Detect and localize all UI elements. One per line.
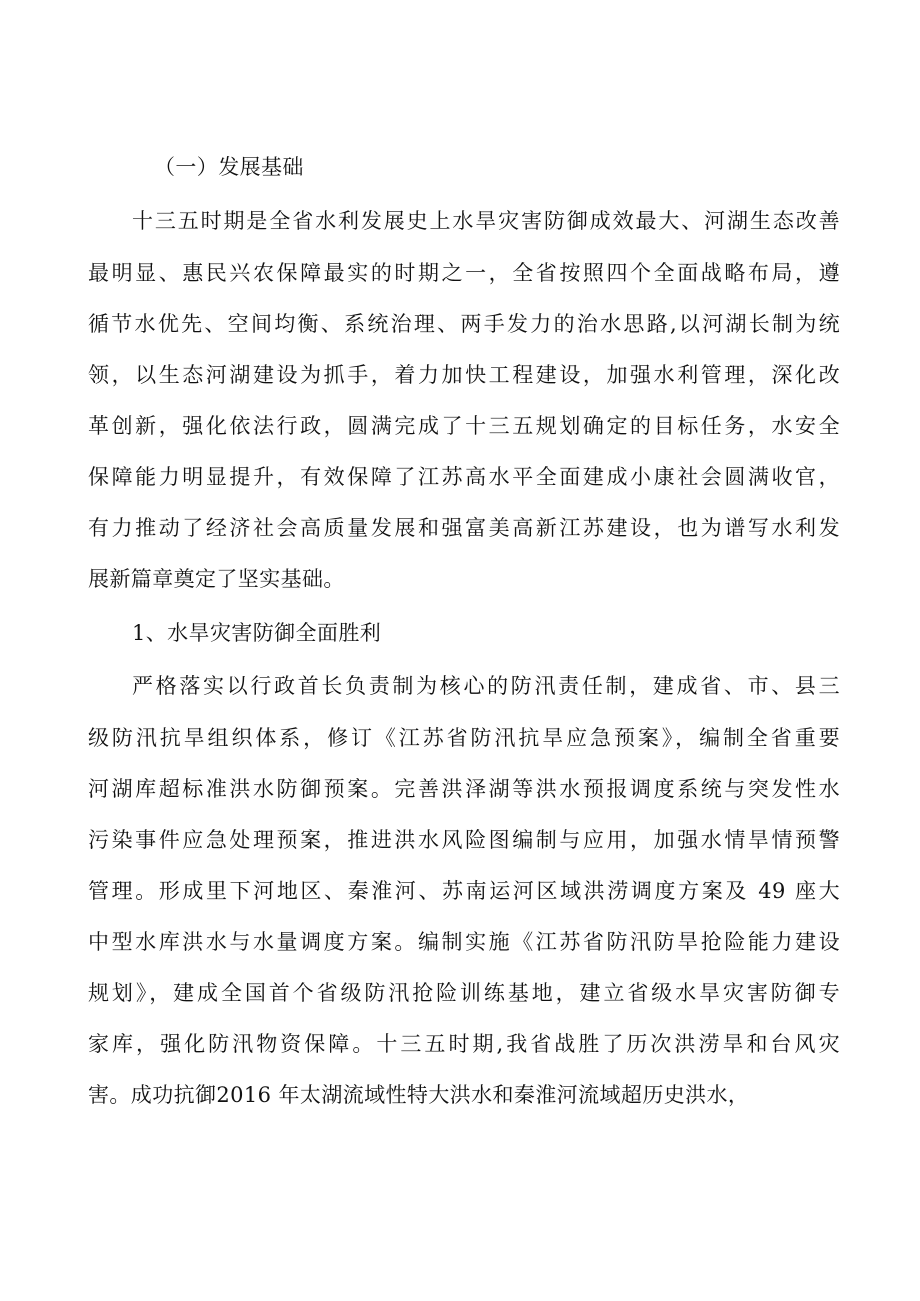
paragraph-line: 污染事件应急处理预案，推进洪水风险图编制与应用，加强水情旱情预警: [88, 828, 840, 852]
paragraph-line: 害。成功抗御2016 年太湖流域性特大洪水和秦淮河流域超历史洪水，: [88, 1083, 750, 1107]
paragraph-line: 级防汛抗旱组织体系，修订《江苏省防汛抗旱应急预案》，编制全省重要: [88, 726, 840, 750]
paragraph-line: 领，以生态河湖建设为抓手，着力加快工程建设，加强水利管理，深化改: [88, 363, 840, 387]
paragraph-line: 有力推动了经济社会高质量发展和强富美高新江苏建设，也为谱写水利发: [88, 516, 840, 540]
paragraph-line: 展新篇章奠定了坚实基础。: [88, 567, 345, 591]
paragraph-line: 十三五时期是全省水利发展史上水旱灾害防御成效最大、河湖生态改善: [132, 209, 840, 233]
section-heading: （一）发展基础: [154, 155, 304, 179]
paragraph-line: 管理。形成里下河地区、秦淮河、苏南运河区域洪涝调度方案及 49 座大: [88, 879, 840, 903]
paragraph-line: 循节水优先、空间均衡、系统治理、两手发力的治水思路,以河湖长制为统: [88, 312, 840, 336]
paragraph-line: 革创新，强化依法行政，圆满完成了十三五规划确定的目标任务，水安全: [88, 414, 840, 438]
paragraph-line: 河湖库超标准洪水防御预案。完善洪泽湖等洪水预报调度系统与突发性水: [88, 777, 840, 801]
paragraph-line: 最明显、惠民兴农保障最实的时期之一，全省按照四个全面战略布局，遵: [88, 261, 840, 285]
paragraph-line: 保障能力明显提升，有效保障了江苏高水平全面建成小康社会圆满收官，: [88, 465, 840, 489]
paragraph-line: 规划》，建成全国首个省级防汛抢险训练基地，建立省级水旱灾害防御专: [88, 981, 840, 1005]
paragraph-line: 中型水库洪水与水量调度方案。编制实施《江苏省防汛防旱抢险能力建设: [88, 930, 840, 954]
paragraph-line: 严格落实以行政首长负责制为核心的防汛责任制，建成省、市、县三: [132, 674, 840, 698]
subheading-disaster-defense: 1、水旱灾害防御全面胜利: [132, 621, 382, 645]
paragraph-line: 家库，强化防汛物资保障。十三五时期,我省战胜了历次洪涝旱和台风灾: [88, 1032, 840, 1056]
